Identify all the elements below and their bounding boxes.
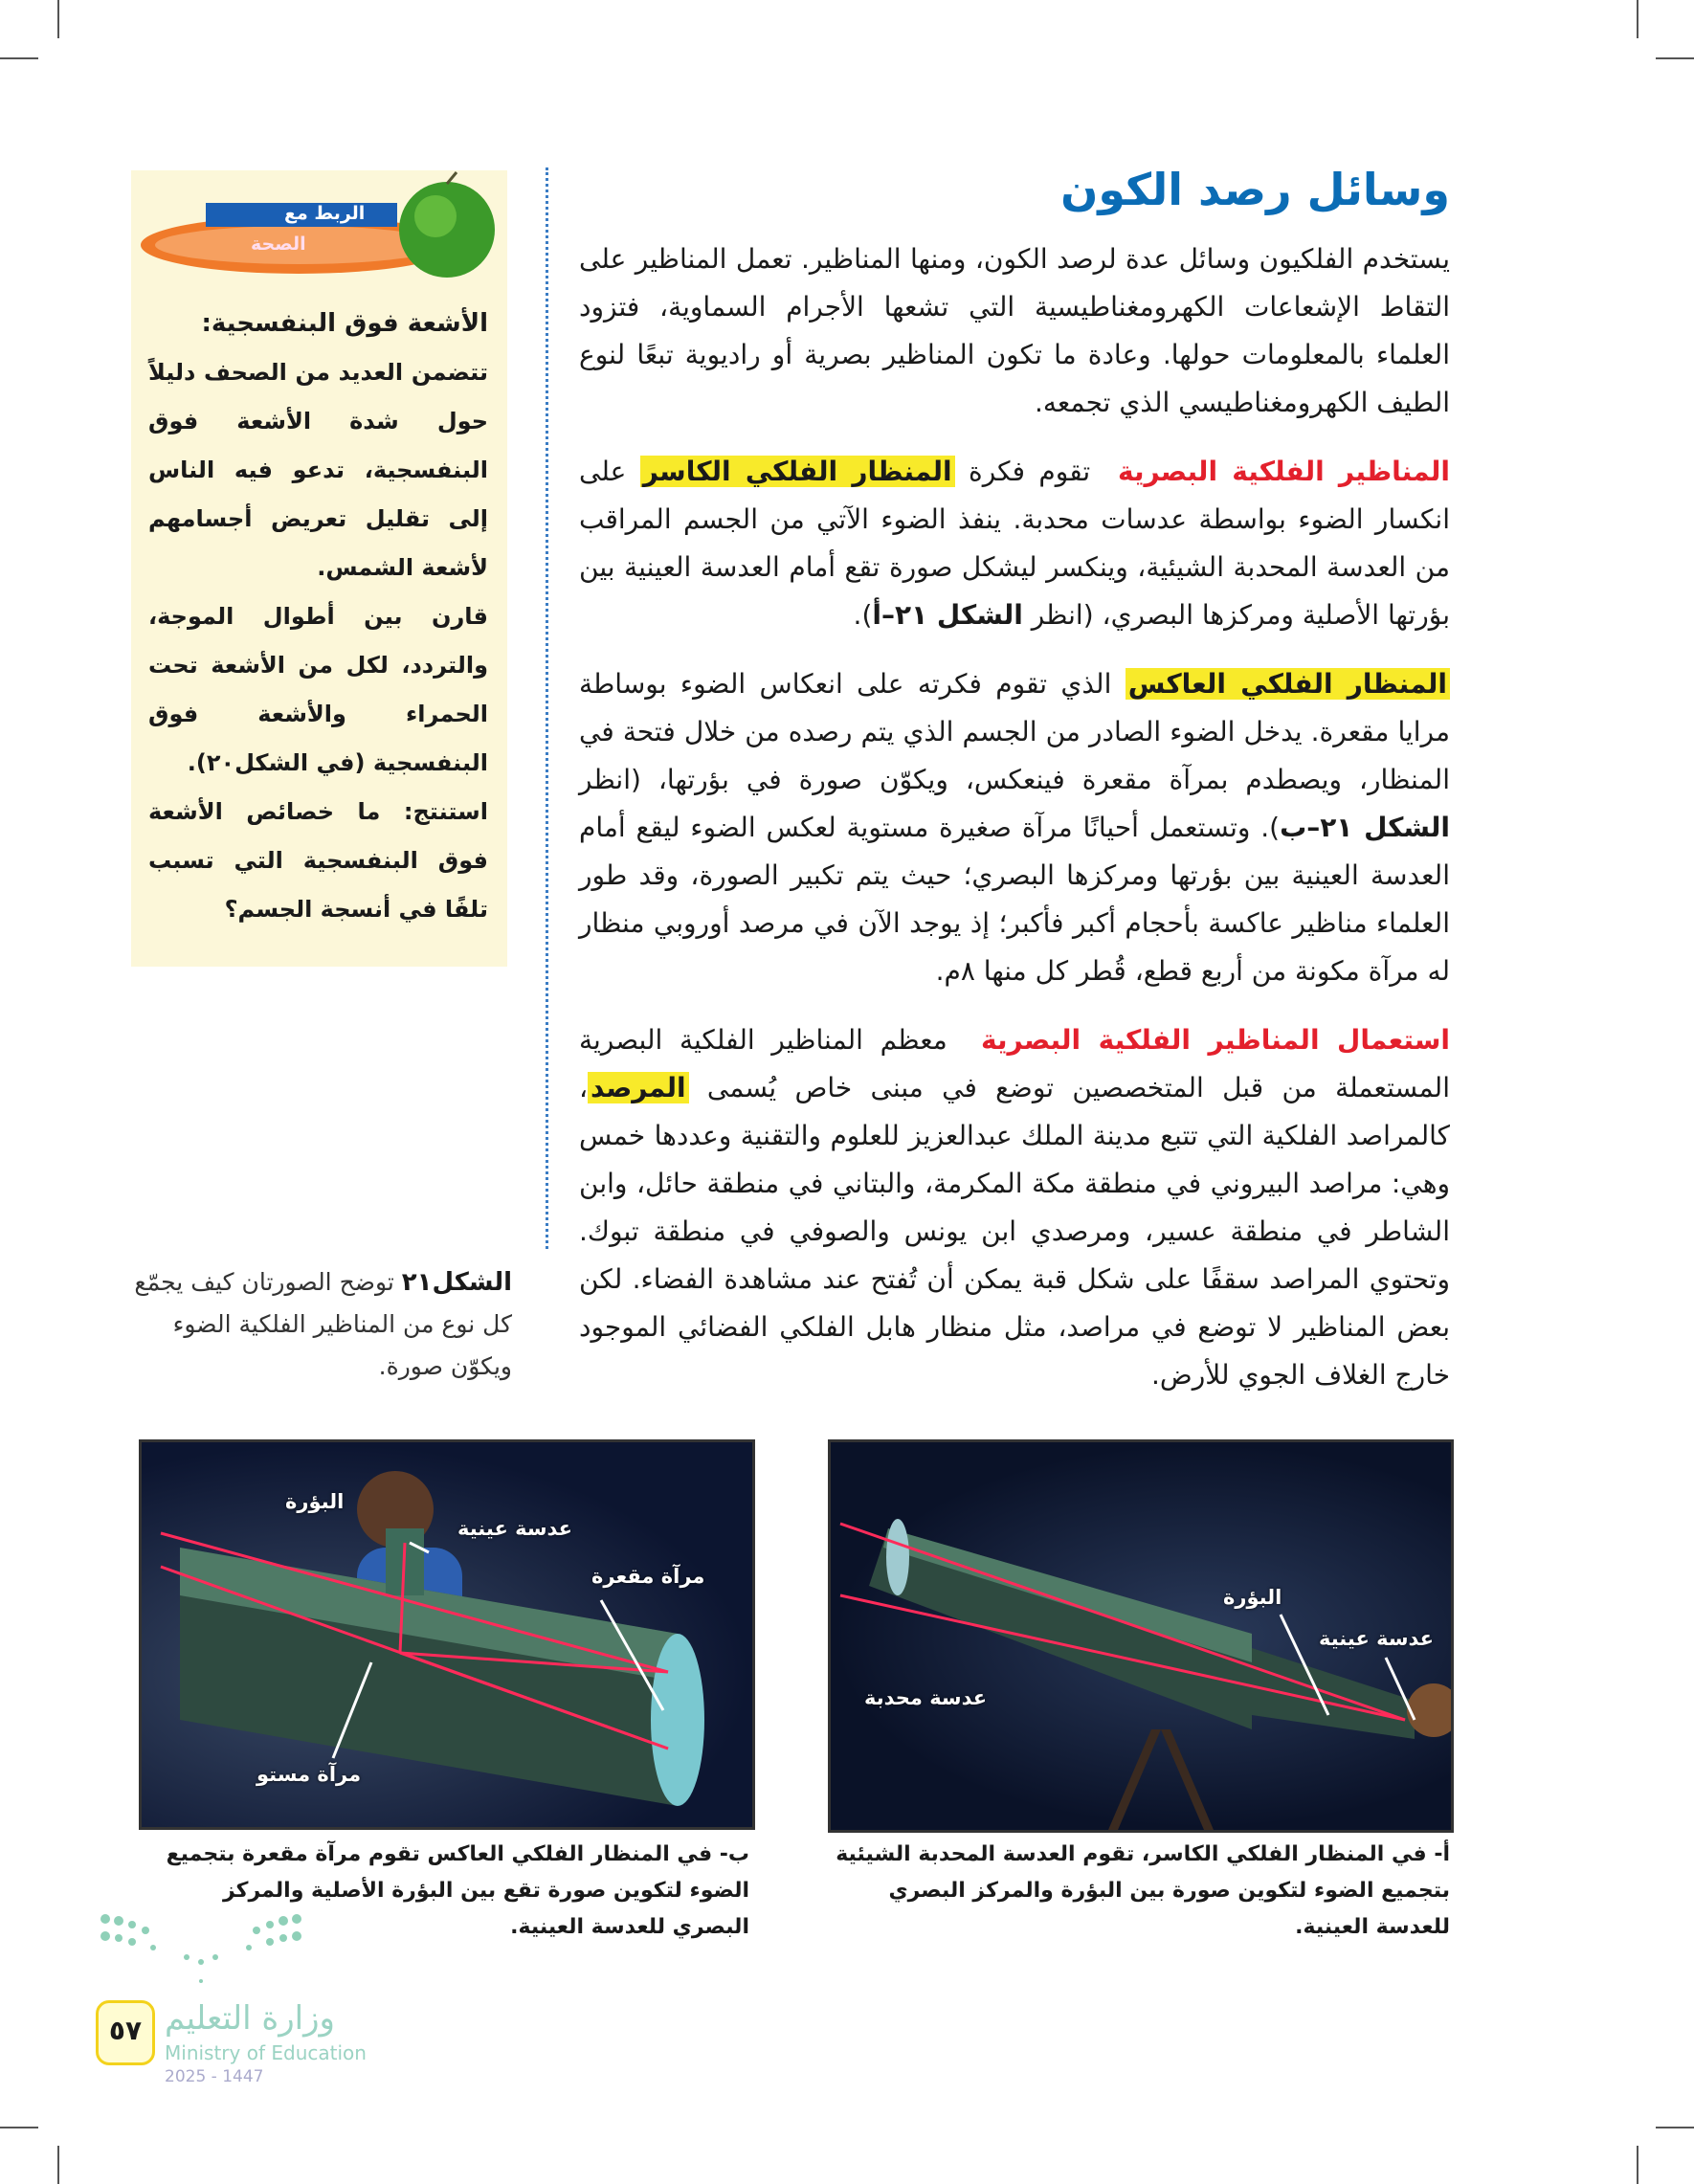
column-divider bbox=[546, 167, 548, 1249]
crop-mark bbox=[0, 2127, 38, 2128]
highlight-term: المنظار الفلكي الكاسر bbox=[640, 456, 955, 487]
infer-label: استنتج: bbox=[403, 798, 488, 825]
figure-b-caption: ب- في المنظار الفلكي العاكس تقوم مرآة مقعرة بتجميع الضوء لتكوين صورة تقع بين البؤرة الأصلية والمركز البصري للعدسة العينية. bbox=[166, 1842, 749, 1939]
ministry-dots-icon bbox=[96, 1909, 306, 1995]
crop-mark bbox=[57, 0, 59, 38]
crop-mark bbox=[1637, 0, 1638, 38]
text: على انكسار الضوء بواسطة عدسات محدبة. ينفذ الضوء الآتي من الجسم المراقب من العدسة المحدبة الشيئية، وينكسر ليشكل صورة تقع أمام العدسة العينية بين بؤرتها الأصلية ومركزها البصري، (انظر bbox=[579, 456, 1450, 631]
refracting-telescope-figure bbox=[828, 1439, 1454, 1833]
figure-a-caption: أ- في المنظار الفلكي الكاسر، تقوم العدسة المحدبة الشيئية بتجميع الضوء لتكوين صورة بين البؤرة والمركز البصري للعدسة العينية. bbox=[836, 1842, 1450, 1939]
page-number: ٥٧ bbox=[96, 2000, 155, 2065]
sidebar-text bbox=[148, 300, 488, 934]
label-focus: البؤرة bbox=[285, 1490, 345, 1513]
reflecting-telescope-illustration bbox=[142, 1442, 752, 1827]
infer-question: ما خصائص الأشعة فوق البنفسجية التي تسبب تلفًا في أنسجة الجسم؟ bbox=[148, 798, 488, 923]
edition-year: 2025 - 1447 bbox=[165, 2067, 264, 2086]
text: ، كالمراصد الفلكية التي تتبع مدينة الملك عبدالعزيز للعلوم والتقنية وعددها خمس وهي: مراصد البيروني في منطقة مكة المكرمة، والبتاني في منطقة حائل، وابن الشاطر في منطقة عسير، ومرصدي ابن يونس والصوفي في منطقة تبوك. وتحتوي المراصد سقفًا على شكل قبة يمكن أن تُفتح عند مشاهدة الفضاء. لكن بعض المناظير لا توضع في مراصد، مثل منظار هابل الفلكي الفضائي الموجود خارج الغلاف الجوي للأرض. bbox=[579, 1072, 1450, 1391]
figure-caption bbox=[129, 1261, 512, 1388]
label-concave-mirror: مرآة مقعرة bbox=[591, 1565, 705, 1588]
section-heading: استعمال المناظير الفلكية البصرية bbox=[981, 1024, 1450, 1056]
figure-ref: الشكل ٢١–ب bbox=[1280, 812, 1450, 843]
figure-label: الشكل٢١ bbox=[401, 1268, 512, 1297]
figure-ref: الشكل ٢١–أ bbox=[872, 599, 1023, 631]
sidebar-body: تتضمن العديد من الصحف دليلاً حول شدة الأشعة فوق البنفسجية، تدعو فيه الناس إلى تقليل تعريض أجسامهم لأشعة الشمس. bbox=[148, 359, 488, 581]
crop-mark bbox=[1656, 57, 1694, 59]
reflecting-telescope-figure bbox=[139, 1439, 755, 1830]
label-convex-lens: عدسة محدبة bbox=[864, 1686, 988, 1709]
reflecting-paragraph bbox=[579, 660, 1450, 995]
optical-paragraph bbox=[579, 448, 1450, 639]
text: تقوم فكرة bbox=[969, 456, 1091, 487]
health-banner-icon bbox=[131, 170, 507, 295]
label-eyepiece: عدسة عينية bbox=[457, 1517, 572, 1540]
ministry-name-ar: وزارة التعليم bbox=[165, 1999, 335, 2038]
intro-paragraph: يستخدم الفلكيون وسائل عدة لرصد الكون، ومنها المناظير. تعمل المناظير على التقاط الإشعاعات الكهرومغناطيسية التي تشعها الأجرام السماوية، فتزود العلماء بالمعلومات حولها. وعادة ما تكون المناظير بصرية أو راديوية تبعًا لنوع الطيف الكهرومغناطيسي الذي تجمعه. bbox=[579, 243, 1450, 418]
usage-paragraph bbox=[579, 1016, 1450, 1399]
crop-mark bbox=[57, 2146, 59, 2184]
crop-mark bbox=[0, 57, 38, 59]
health-connection-sidebar bbox=[131, 170, 507, 967]
crop-mark bbox=[1637, 2146, 1638, 2184]
label-flat-mirror: مرآة مستو bbox=[256, 1763, 362, 1786]
banner-bottom-label: الصحة bbox=[251, 234, 306, 255]
figures-area bbox=[0, 1439, 1694, 1939]
crop-mark bbox=[1656, 2127, 1694, 2128]
text: ). وتستعمل أحيانًا مرآة صغيرة مستوية لعكس الضوء ليقع أمام العدسة العينية بين بؤرتها ومركزها البصري؛ حيث يتم تكبير الصورة، وقد طور العلماء مناظير عاكسة بأحجام أكبر فأكبر؛ إذ يوجد الآن في مرصد أوروبي منظار له مرآة مكونة من أربع قطع، قُطر كل منها ٨م. bbox=[579, 812, 1450, 987]
sidebar-heading: الأشعة فوق البنفسجية: bbox=[201, 309, 488, 338]
text: الذي تقوم فكرته على انعكاس الضوء بوساطة مرايا مقعرة. يدخل الضوء الصادر من الجسم الذي يتم رصده من خلال فتحة في المنظار، ويصطدم بمرآة مقعرة فينعكس، ويكوّن صورة في بؤرتها، (انظر bbox=[579, 668, 1450, 795]
text: معظم المناظير الفلكية البصرية المستعملة من قبل المتخصصين توضع في مبنى خاص يُسمى bbox=[579, 1024, 1450, 1103]
section-heading: المناظير الفلكية البصرية bbox=[1118, 456, 1450, 487]
banner-top-label: الربط مع bbox=[284, 203, 366, 224]
highlight-term: المرصد bbox=[588, 1072, 689, 1103]
sidebar-compare: قارن بين أطوال الموجة، والتردد، لكل من الأشعة تحت الحمراء والأشعة فوق البنفسجية (في الشكل٢٠). bbox=[148, 603, 488, 776]
label-eyepiece: عدسة عينية bbox=[1319, 1627, 1434, 1650]
main-column bbox=[579, 161, 1450, 1420]
page-title: وسائل رصد الكون bbox=[1060, 164, 1450, 215]
text: ). bbox=[853, 599, 873, 631]
highlight-term: المنظار الفلكي العاكس bbox=[1126, 668, 1450, 700]
figure-text: توضح الصورتان كيف يجمّع كل نوع من المناظير الفلكية الضوء ويكوّن صورة. bbox=[134, 1268, 512, 1380]
ministry-logo bbox=[96, 1909, 402, 2101]
ministry-name-en: Ministry of Education bbox=[165, 2041, 367, 2064]
label-focus: البؤرة bbox=[1223, 1586, 1282, 1609]
